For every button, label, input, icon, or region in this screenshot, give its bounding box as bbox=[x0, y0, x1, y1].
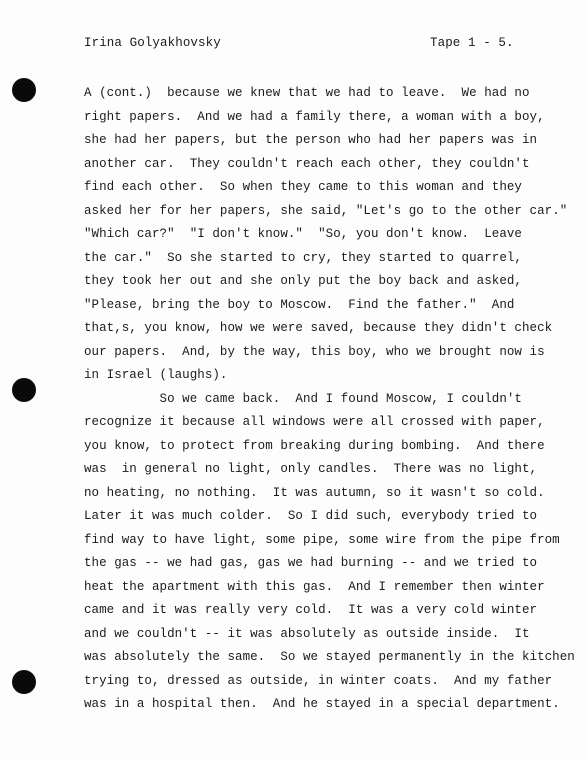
transcript-line: the gas -- we had gas, gas we had burning -- and we tried to bbox=[84, 556, 538, 570]
transcript-line: another car. They couldn't reach each other, they couldn't bbox=[84, 156, 530, 171]
transcript-line: no heating, no nothing. It was autumn, so it wasn't so cold. bbox=[84, 485, 545, 500]
transcript-line: heat the apartment with this gas. And I remember then winter bbox=[84, 579, 545, 594]
transcript-line: "Which car?" "I don't know." "So, you don't know. Leave bbox=[84, 227, 522, 241]
transcript-line: the car." So she started to cry, they started to quarrel, bbox=[84, 250, 522, 265]
transcript-line: you know, to protect from breaking during bombing. And there bbox=[84, 438, 545, 453]
transcript-line: trying to, dressed as outside, in winter coats. And my father bbox=[84, 673, 553, 688]
transcript-line: So we came back. And I found Moscow, I couldn't bbox=[84, 391, 522, 406]
transcript-line: find way to have light, some pipe, some wire from the pipe from bbox=[84, 532, 560, 547]
transcript-line: was in general no light, only candles. There was no light, bbox=[84, 462, 538, 476]
transcript-line: "Please, bring the boy to Moscow. Find the father." And bbox=[84, 297, 515, 312]
transcript-line: that,s, you know, how we were saved, because they didn't check bbox=[84, 321, 553, 335]
transcript-body bbox=[84, 82, 575, 717]
transcript-line: in Israel (laughs). bbox=[84, 368, 228, 382]
transcript-line: asked her for her papers, she said, "Let's go to the other car." bbox=[84, 203, 568, 218]
transcript-line: Later it was much colder. So I did such, everybody tried to bbox=[84, 509, 538, 523]
transcript-line: our papers. And, by the way, this boy, who we brought now is bbox=[84, 344, 545, 359]
interviewee-name: Irina Golyakhovsky bbox=[84, 36, 221, 50]
transcript-line: A (cont.) because we knew that we had to leave. We had no bbox=[84, 86, 530, 100]
transcript-line: she had her papers, but the person who had her papers was in bbox=[84, 133, 538, 147]
punch-hole bbox=[12, 378, 36, 402]
transcript-line: recognize it because all windows were all crossed with paper, bbox=[84, 415, 545, 429]
transcript-line: right papers. And we had a family there, a woman with a boy, bbox=[84, 109, 545, 124]
punch-hole bbox=[12, 670, 36, 694]
transcript-line: came and it was really very cold. It was a very cold winter bbox=[84, 603, 538, 617]
transcript-line: they took her out and she only put the boy back and asked, bbox=[84, 274, 522, 288]
transcript-line: was in a hospital then. And he stayed in a special department. bbox=[84, 697, 560, 711]
transcript-line: and we couldn't -- it was absolutely as outside inside. It bbox=[84, 626, 530, 641]
transcript-line: was absolutely the same. So we stayed permanently in the kitchen bbox=[84, 650, 575, 664]
punch-hole bbox=[12, 78, 36, 102]
tape-label: Tape 1 - 5. bbox=[430, 36, 514, 50]
transcript-line: find each other. So when they came to this woman and they bbox=[84, 180, 522, 194]
